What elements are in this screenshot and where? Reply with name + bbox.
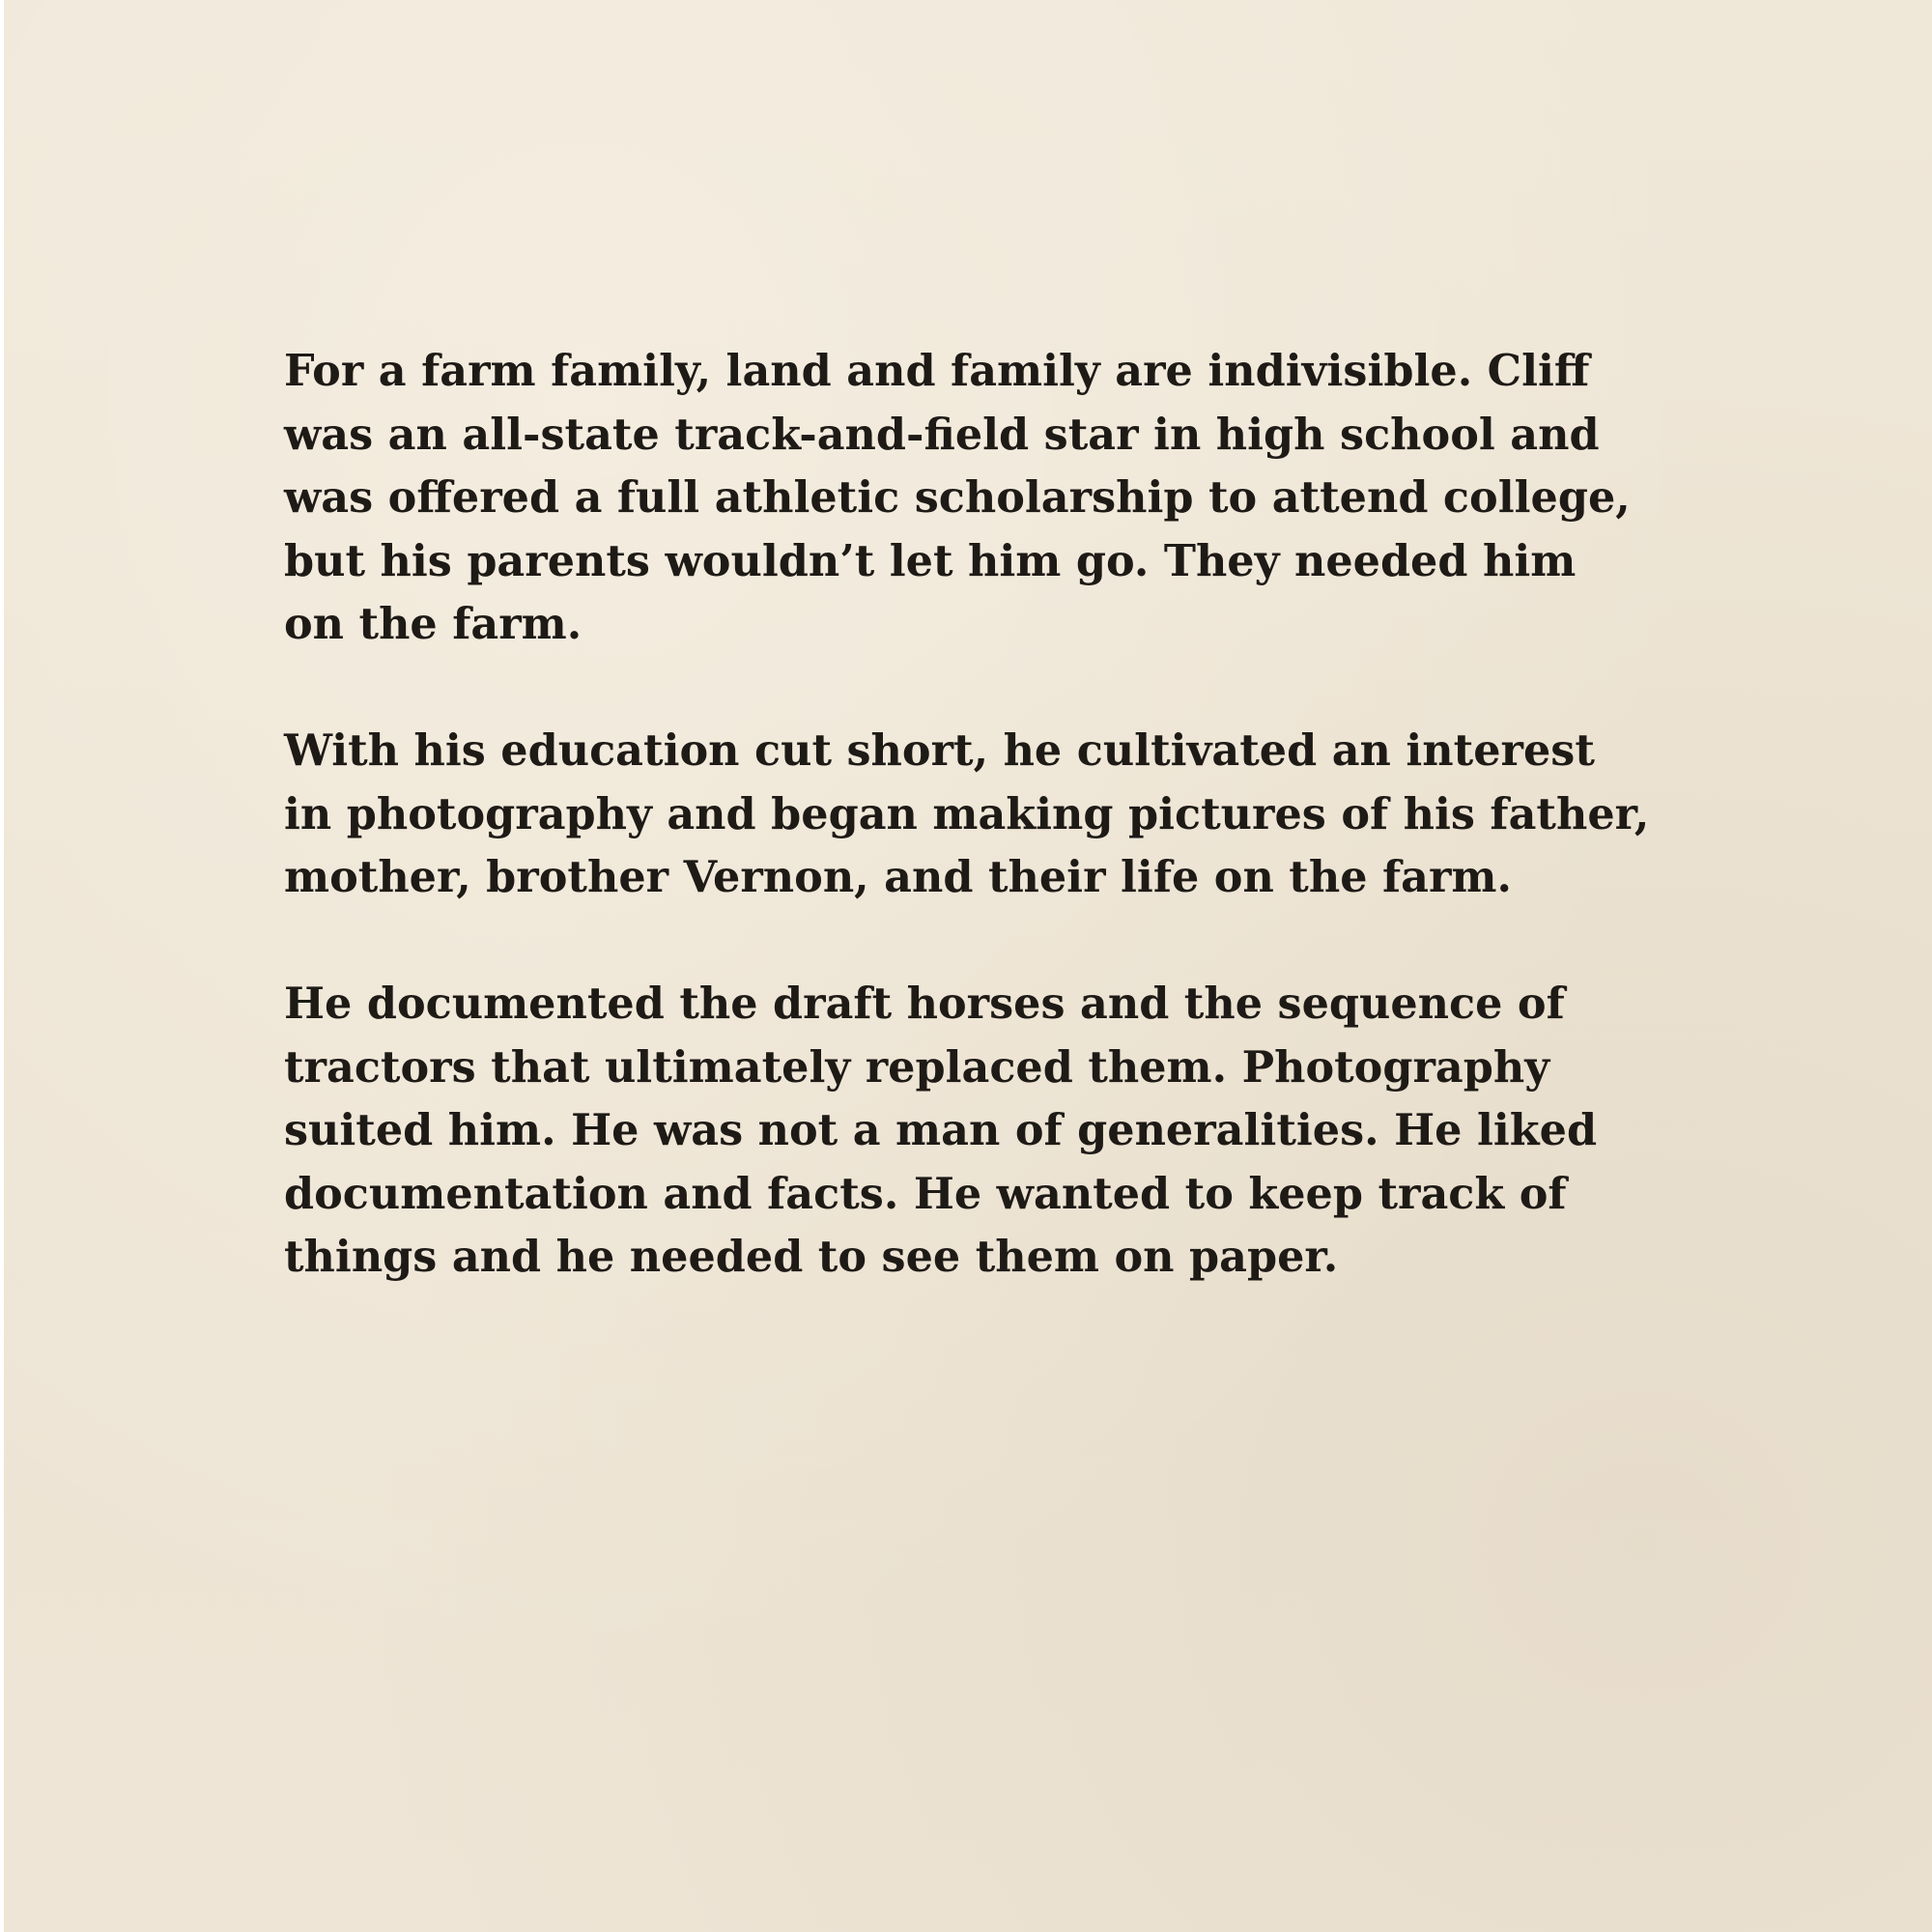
text-line: He documented the draft horses and the sequence of [284,979,1565,1029]
body-text [284,340,1675,1352]
text-line: in photography and began making pictures of his father, [284,788,1650,839]
text-line: With his education cut short, he cultivated an interest [284,725,1595,776]
text-line: was offered a full athletic scholarship to attend college, [284,472,1631,523]
text-line: but his parents wouldn’t let him go. They needed him [284,535,1577,586]
text-line: tractors that ultimately replaced them. Photography [284,1041,1550,1093]
paragraph-2 [284,720,1675,910]
text-line: was an all-state track-and-field star in high school and [284,409,1600,460]
page-edge [0,0,4,1932]
text-line: things and he needed to see them on paper. [284,1232,1339,1282]
text-line: For a farm family, land and family are indivisible. Cliff [284,346,1590,396]
paragraph-1 [284,340,1675,657]
text-line: documentation and facts. He wanted to keep track of [284,1168,1567,1219]
paragraph-3 [284,973,1675,1290]
text-line: mother, brother Vernon, and their life on the farm. [284,852,1513,902]
text-line: on the farm. [284,599,582,649]
text-line: suited him. He was not a man of generalities. He liked [284,1105,1598,1155]
